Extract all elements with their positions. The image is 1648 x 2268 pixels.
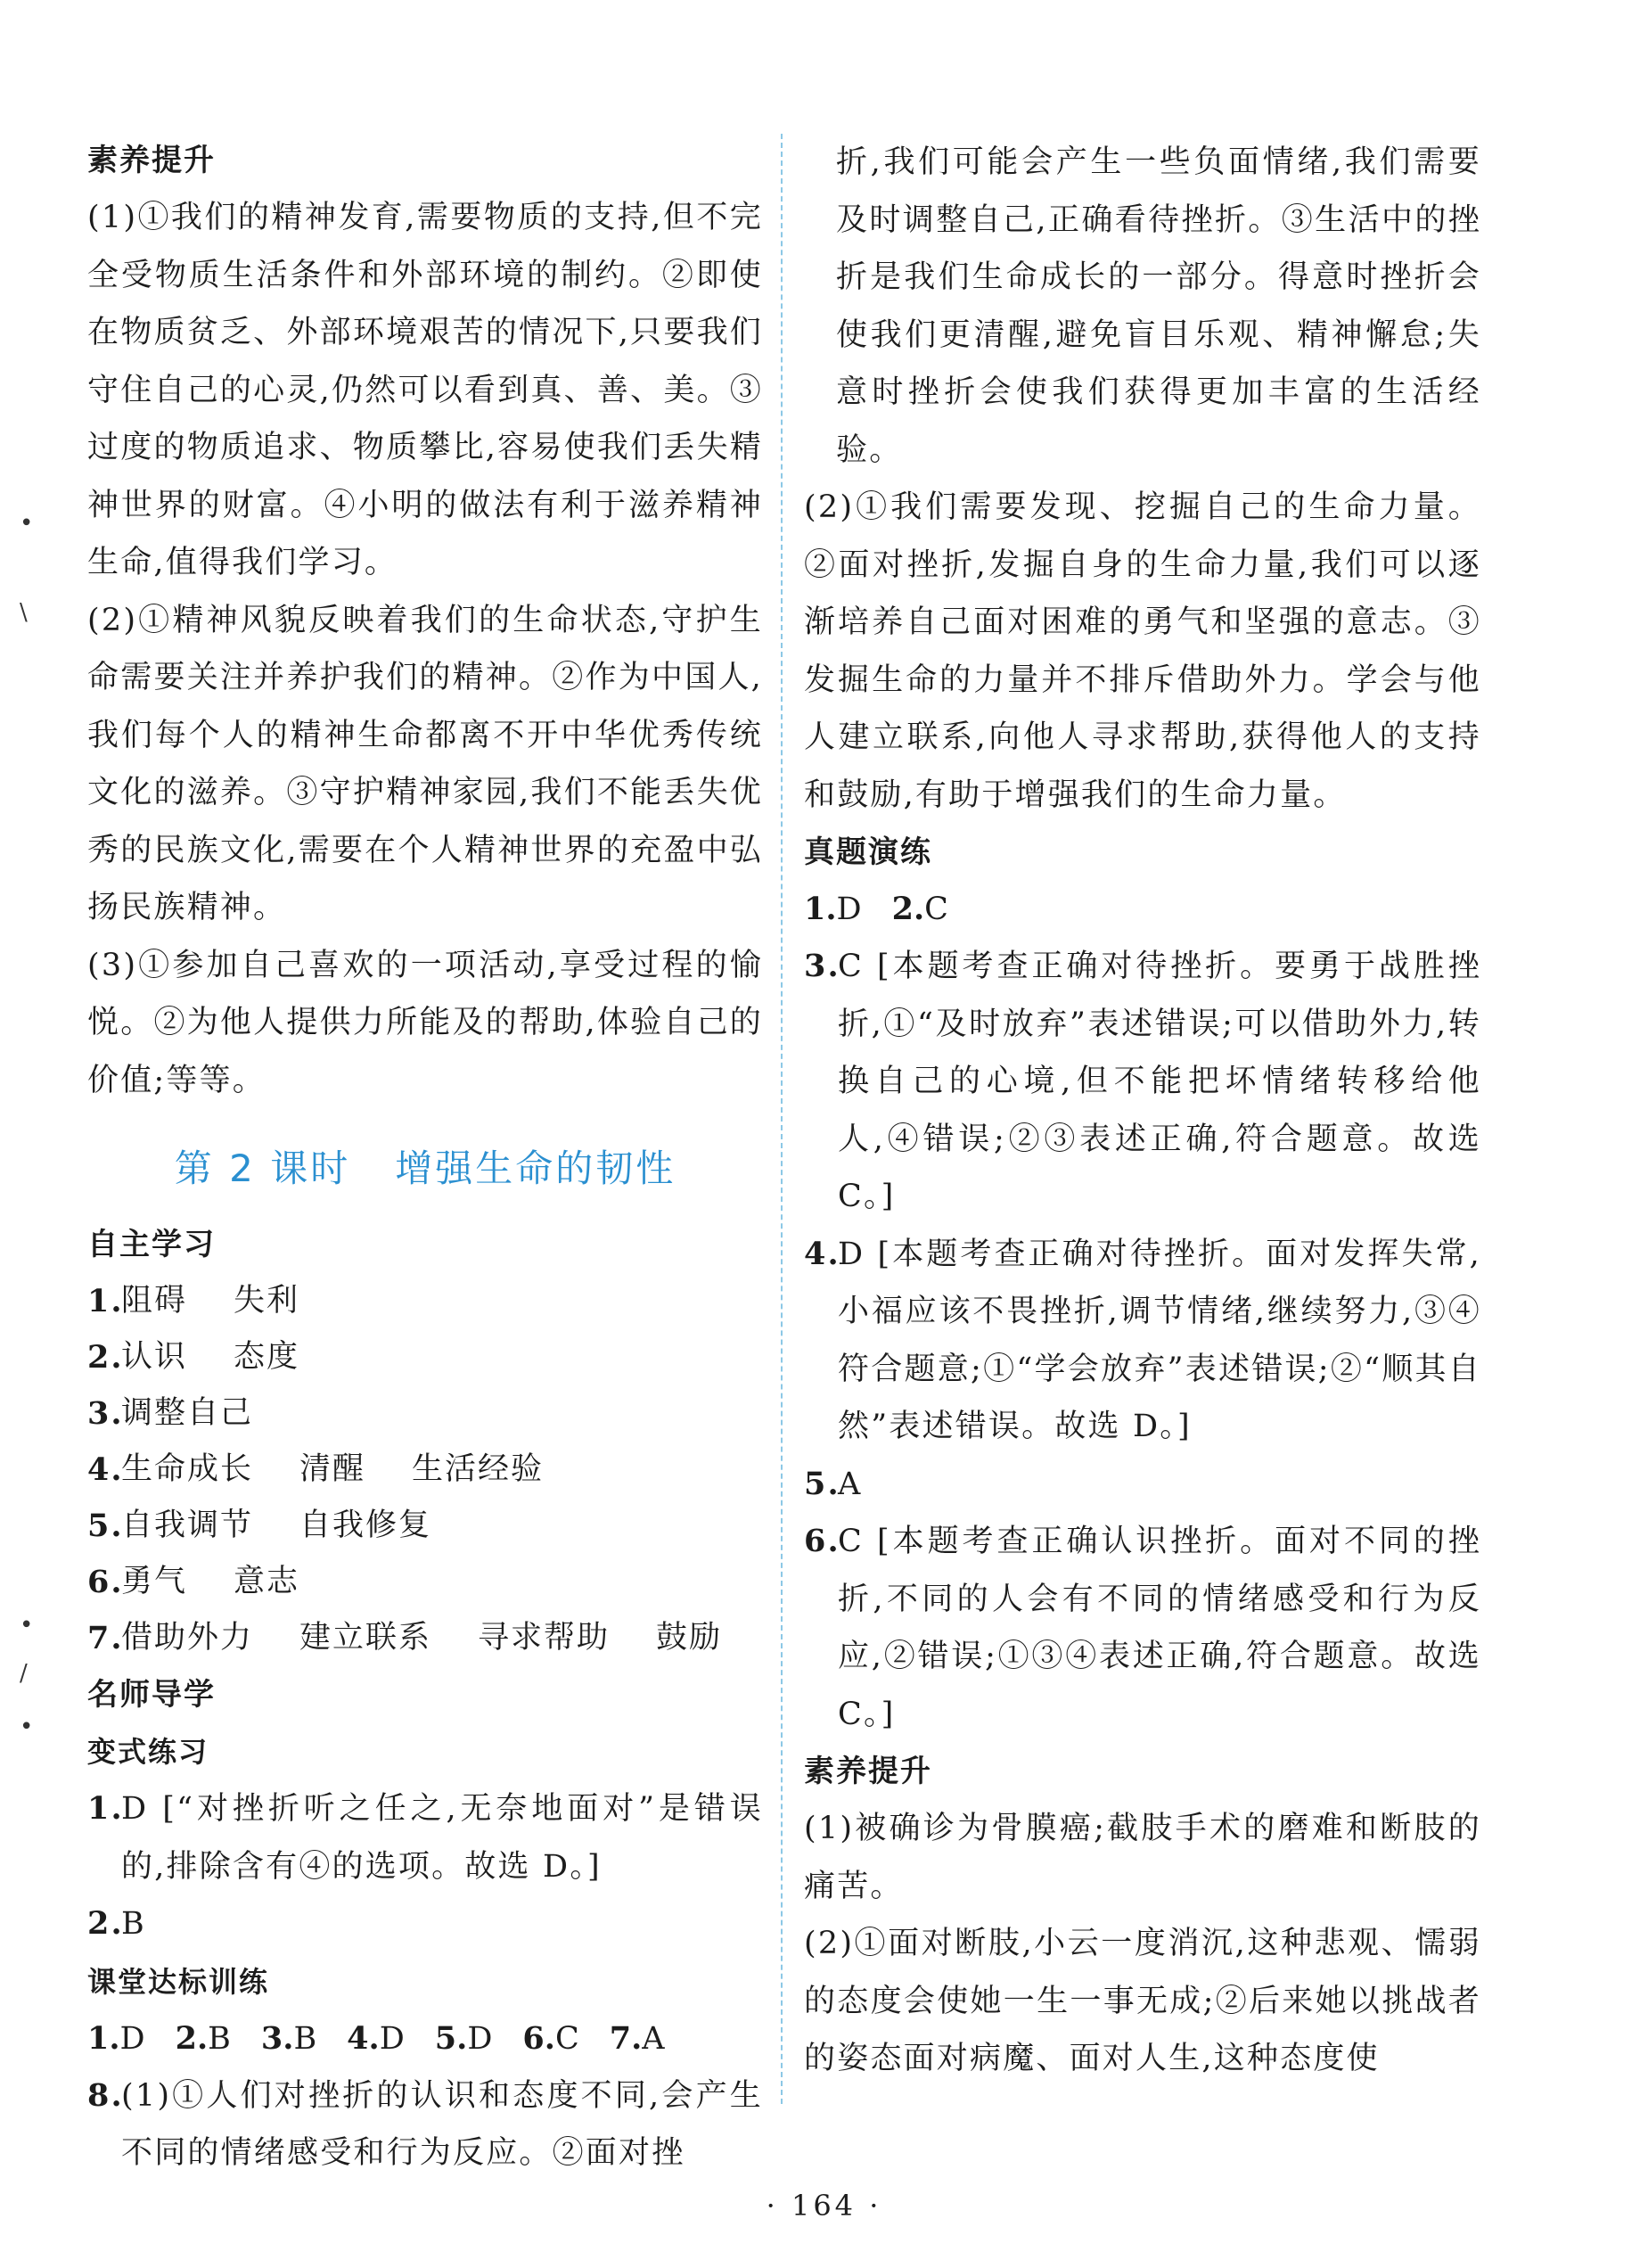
mcq-answers: 1.D 2.B 3.B 4.D 5.D 6.C 7.A bbox=[87, 2019, 665, 2057]
list-item: 4. 生命成长 清醒 生活经验 bbox=[87, 1451, 545, 1488]
list-item: 3. C [本题考查正确对待挫折。要勇于战胜挫折,①“及时放弃”表述错误;可以借助外力,转换自己的心境,但不能把坏情绪转移给他人,④错误;②③表述正确,符合题意。故选 C。] bbox=[804, 948, 1481, 1214]
margin-mark: / bbox=[20, 1660, 28, 1687]
answer-paragraph: (2)①面对断肢,小云一度消沉,这种悲观、懦弱的态度会使她一生一事无成;②后来她以挑战者的姿态面对病魔、面对人生,这种态度使 bbox=[804, 1926, 1481, 2076]
lesson-title bbox=[87, 1138, 763, 1200]
lesson-number: 第 2 课时 bbox=[174, 1146, 351, 1190]
section-heading-suyang: 素养提升 bbox=[87, 143, 216, 178]
answer-paragraph: 折,我们可能会产生一些负面情绪,我们需要及时调整自己,正确看待挫折。③生活中的挫折是我们生命成长的一部分。得意时挫折会使我们更清醒,避免盲目乐观、精神懈怠;失意时挫折会使我们获得更加丰富的生活经验。 bbox=[836, 144, 1481, 468]
list-item: 7. 借助外力 建立联系 寻求帮助 鼓励 bbox=[87, 1620, 723, 1656]
column-divider bbox=[781, 134, 783, 2104]
section-heading-zizhu: 自主学习 bbox=[87, 1227, 216, 1262]
margin-mark: • bbox=[20, 1612, 34, 1639]
answer-paragraph: (1)被确诊为骨膜癌;截肢手术的磨难和断肢的痛苦。 bbox=[804, 1811, 1481, 1904]
left-column bbox=[87, 132, 763, 2182]
answer-paragraph: (3)①参加自己喜欢的一项活动,享受过程的愉悦。②为他人提供力所能及的帮助,体验自己的价值;等等。 bbox=[87, 947, 763, 1098]
list-item: 3. 调整自己 bbox=[87, 1395, 254, 1432]
section-heading-zhenti: 真题演练 bbox=[804, 834, 932, 870]
answer-paragraph: (2)①精神风貌反映着我们的生命状态,守护生命需要关注并养护我们的精神。②作为中国人,我们每个人的精神生命都离不开中华优秀传统文化的滋养。③守护精神家园,我们不能丢失优秀的民族文化,需要在个人精神世界的充盈中弘扬民族精神。 bbox=[87, 602, 763, 925]
subheading-ketang: 课堂达标训练 bbox=[87, 1964, 270, 1999]
section-heading-mingshi: 名师导学 bbox=[87, 1677, 216, 1713]
margin-mark: • bbox=[20, 1713, 34, 1740]
page-number: · 164 · bbox=[766, 2189, 882, 2223]
list-item: 6. 勇气 意志 bbox=[87, 1564, 300, 1600]
list-item: 5. A bbox=[804, 1465, 863, 1502]
list-item: 6. C [本题考查正确认识挫折。面对不同的挫折,不同的人会有不同的情绪感受和行为反应,②错误;①③④表述正确,符合题意。故选 C。] bbox=[804, 1523, 1481, 1732]
margin-mark: • bbox=[20, 510, 34, 537]
list-item: 1. D [“对挫折听之任之,无奈地面对”是错误的,排除含有④的选项。故选 D。] bbox=[87, 1790, 763, 1885]
mcq-answers: 1.D 2.C bbox=[804, 891, 948, 927]
subheading-bianshi: 变式练习 bbox=[87, 1735, 209, 1769]
list-item: 2. B bbox=[87, 1905, 146, 1942]
answer-paragraph: (2)①我们需要发现、挖掘自己的生命力量。②面对挫折,发掘自身的生命力量,我们可以逐渐培养自己面对困难的勇气和坚强的意志。③发掘生命的力量并不排斥借助外力。学会与他人建立联系,向他人寻求帮助,获得他人的支持和鼓励,有助于增强我们的生命力量。 bbox=[804, 489, 1481, 813]
answer-paragraph: (1)①我们的精神发育,需要物质的支持,但不完全受物质生活条件和外部环境的制约。②即使在物质贫乏、外部环境艰苦的情况下,只要我们守住自己的心灵,仍然可以看到真、善、美。③过度的物质追求、物质攀比,容易使我们丢失精神世界的财富。④小明的做法有利于滋养精神生命,值得我们学习。 bbox=[87, 200, 763, 580]
right-column bbox=[804, 134, 1481, 2088]
section-heading-suyang: 素养提升 bbox=[804, 1754, 932, 1789]
margin-mark: \ bbox=[20, 599, 28, 626]
list-item: 2. 认识 态度 bbox=[87, 1339, 300, 1376]
list-item: 1. 阻碍 失利 bbox=[87, 1283, 300, 1319]
lesson-name: 增强生命的韧性 bbox=[395, 1146, 676, 1190]
list-item: 4. D [本题考查正确对待挫折。面对发挥失常,小福应该不畏挫折,调节情绪,继续努力,③④符合题意;①“学会放弃”表述错误;②“顺其自然”表述错误。故选 D。] bbox=[804, 1235, 1481, 1444]
list-item: 5. 自我调节 自我修复 bbox=[87, 1508, 432, 1544]
list-item: 8. (1)①人们对挫折的认识和态度不同,会产生不同的情绪感受和行为反应。②面对挫 bbox=[87, 2076, 763, 2171]
